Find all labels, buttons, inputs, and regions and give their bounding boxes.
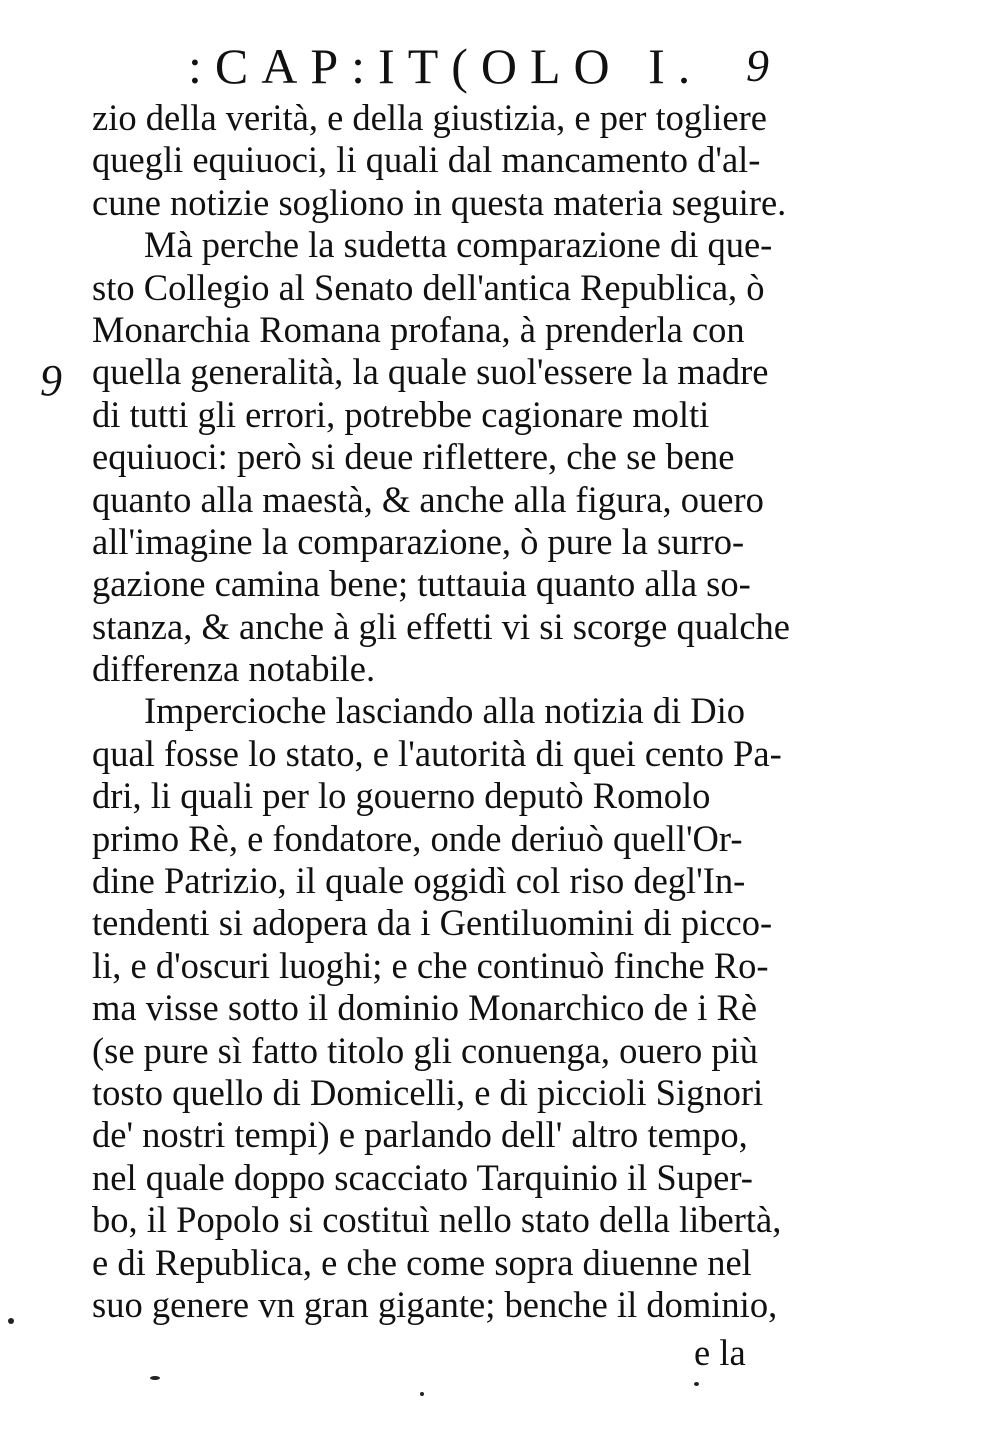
- text-line: gazione camina bene; tuttauia quanto alla so-: [92, 563, 751, 605]
- ink-speck: [694, 1382, 699, 1386]
- text-line: differenza notabile.: [92, 648, 376, 690]
- text-line: quella generalità, la quale suol'essere la madre: [92, 351, 769, 393]
- text-line: qual fosse lo stato, e l'autorità di quei cento Pa-: [92, 732, 782, 774]
- text-line: all'imagine la comparazione, ò pure la surro-: [92, 520, 745, 562]
- page-number: 9: [746, 40, 769, 91]
- margin-note: 9: [40, 356, 62, 405]
- text-line: cune notizie sogliono in questa materia seguire.: [92, 181, 787, 223]
- text-line: Monarchia Romana profana, à prenderla con: [92, 308, 745, 350]
- text-line: quanto alla maestà, & anche alla figura, ouero: [92, 478, 764, 520]
- text-line: tosto quello di Domicelli, e di piccioli Signori: [92, 1071, 764, 1113]
- ink-speck: [420, 1392, 424, 1396]
- text-line: dri, li quali per lo gouerno deputò Romolo: [92, 775, 711, 817]
- text-line: ma visse sotto il dominio Monarchico de i Rè: [92, 987, 758, 1029]
- ink-speck: [8, 1318, 14, 1324]
- text-line: de' nostri tempi) e parlando dell' altro tempo,: [92, 1114, 748, 1156]
- text-line: li, e d'oscuri luoghi; e che continuò finche Ro-: [92, 944, 769, 986]
- text-line: bo, il Popolo si costituì nello stato della libertà,: [92, 1199, 782, 1241]
- text-line: sto Collegio al Senato dell'antica Republica, ò: [92, 266, 765, 308]
- text-line: equiuoci: però si deue riflettere, che se bene: [92, 436, 735, 478]
- text-line: suo genere vn gran gigante; benche il dominio,: [92, 1283, 778, 1325]
- running-head: [0, 36, 1000, 96]
- text-line: zio della verità, e della giustizia, e per togliere: [92, 97, 767, 138]
- text-line: stanza, & anche à gli effetti vi si scorge qualche: [92, 605, 790, 647]
- text-line: nel quale doppo scacciato Tarquinio il Super-: [92, 1156, 753, 1198]
- paragraph-start-line: Impercioche lasciando alla notizia di Dio: [144, 690, 746, 732]
- text-line: tendenti si adopera da i Gentiluomini di picco-: [92, 902, 773, 944]
- text-line: e di Republica, e che come sopra diuenne nel: [92, 1241, 752, 1283]
- text-line: di tutti gli errori, potrebbe cagionare molti: [92, 393, 710, 435]
- text-line: dine Patrizio, il quale oggidì col riso degl'In-: [92, 860, 746, 902]
- catchword: e la: [694, 1332, 746, 1373]
- paragraph-start-line: Mà perche la sudetta comparazione di que-: [144, 224, 773, 266]
- text-line: quegli equiuoci, li quali dal mancamento d'al-: [92, 139, 761, 181]
- chapter-title: :CAP:IT(OLO I.: [188, 38, 704, 94]
- text-line: primo Rè, e fondatore, onde deriuò quell'Or-: [92, 817, 743, 859]
- text-line: (se pure sì fatto titolo gli conuenga, ouero più: [92, 1029, 758, 1071]
- ink-speck: [150, 1376, 160, 1380]
- body-text: [92, 97, 792, 1326]
